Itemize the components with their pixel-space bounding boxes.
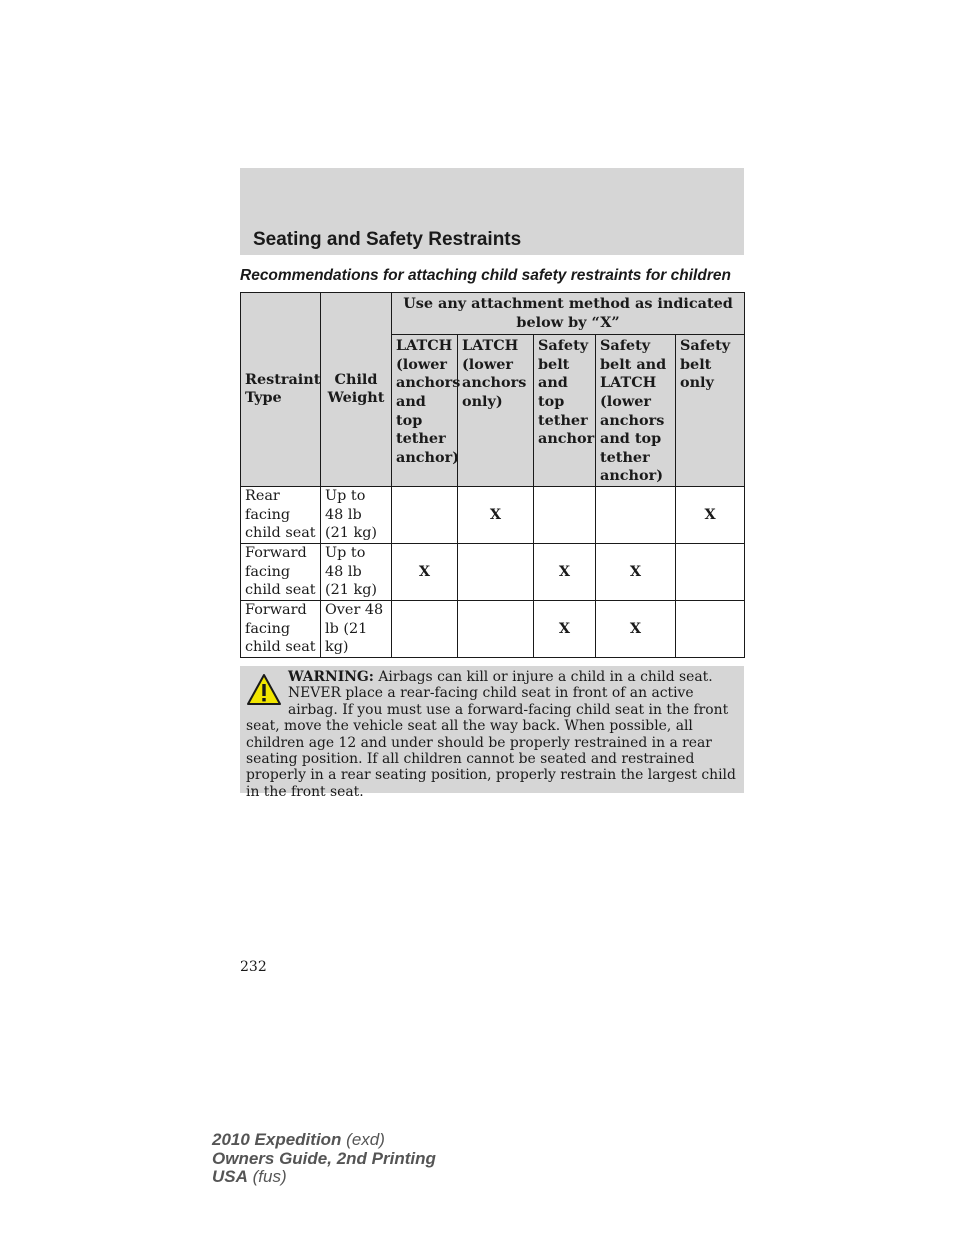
cell-mark bbox=[392, 486, 458, 543]
header-method: LATCH (lower anchors and top tether anchor) bbox=[392, 335, 458, 487]
header-restraint-type: Restraint Type bbox=[241, 293, 321, 487]
header-attachment-method: Use any attachment method as indicated below by “X” bbox=[392, 293, 745, 335]
footer bbox=[212, 1131, 436, 1187]
cell-restraint-type: Forward facing child seat bbox=[241, 600, 321, 657]
cell-child-weight: Up to 48 lb (21 kg) bbox=[321, 543, 392, 600]
table-row bbox=[241, 543, 745, 600]
cell-mark: X bbox=[458, 486, 534, 543]
cell-mark bbox=[458, 543, 534, 600]
table-row bbox=[241, 600, 745, 657]
cell-restraint-type: Rear facing child seat bbox=[241, 486, 321, 543]
cell-mark: X bbox=[534, 600, 596, 657]
table-title: Recommendations for attaching child safety restraints for children bbox=[240, 267, 731, 284]
cell-mark bbox=[676, 600, 745, 657]
cell-mark bbox=[392, 600, 458, 657]
cell-mark: X bbox=[596, 543, 676, 600]
header-method: Safety belt only bbox=[676, 335, 745, 487]
header-method: Safety belt and top tether anchor bbox=[534, 335, 596, 487]
footer-model: 2010 Expedition bbox=[212, 1130, 342, 1149]
page-number: 232 bbox=[240, 959, 267, 975]
footer-region: USA bbox=[212, 1167, 248, 1186]
section-header-band bbox=[240, 168, 744, 255]
header-child-weight: Child Weight bbox=[321, 293, 392, 487]
cell-mark bbox=[534, 486, 596, 543]
cell-mark: X bbox=[596, 600, 676, 657]
cell-mark: X bbox=[392, 543, 458, 600]
footer-guide: Owners Guide, 2nd Printing bbox=[212, 1148, 436, 1168]
warning-text: Airbags can kill or injure a child in a child seat. NEVER place a rear-facing child seat in front of an active airbag. If you must use a forward-facing child seat in the front seat, move the vehicle seat all the way back. When possible, all children age 12 and under should be properly restrained in a rear seating position. If all children cannot be seated and restrained properly in a rear seating position, properly restrain the largest child in the front seat. bbox=[246, 669, 736, 800]
cell-mark bbox=[458, 600, 534, 657]
footer-model-code: (exd) bbox=[346, 1130, 385, 1149]
cell-mark bbox=[676, 543, 745, 600]
warning-box bbox=[240, 666, 744, 800]
restraint-table bbox=[240, 292, 745, 658]
cell-child-weight: Over 48 lb (21 kg) bbox=[321, 600, 392, 657]
cell-child-weight: Up to 48 lb (21 kg) bbox=[321, 486, 392, 543]
warning-triangle-icon bbox=[246, 673, 282, 707]
footer-region-code: (fus) bbox=[252, 1167, 287, 1186]
cell-mark bbox=[596, 486, 676, 543]
warning-label: WARNING: bbox=[288, 669, 374, 685]
section-title: Seating and Safety Restraints bbox=[253, 229, 522, 250]
cell-mark: X bbox=[534, 543, 596, 600]
table-row bbox=[241, 486, 745, 543]
cell-restraint-type: Forward facing child seat bbox=[241, 543, 321, 600]
cell-mark: X bbox=[676, 486, 745, 543]
header-method: LATCH (lower anchors only) bbox=[458, 335, 534, 487]
header-method: Safety belt and LATCH (lower anchors and top tether anchor) bbox=[596, 335, 676, 487]
